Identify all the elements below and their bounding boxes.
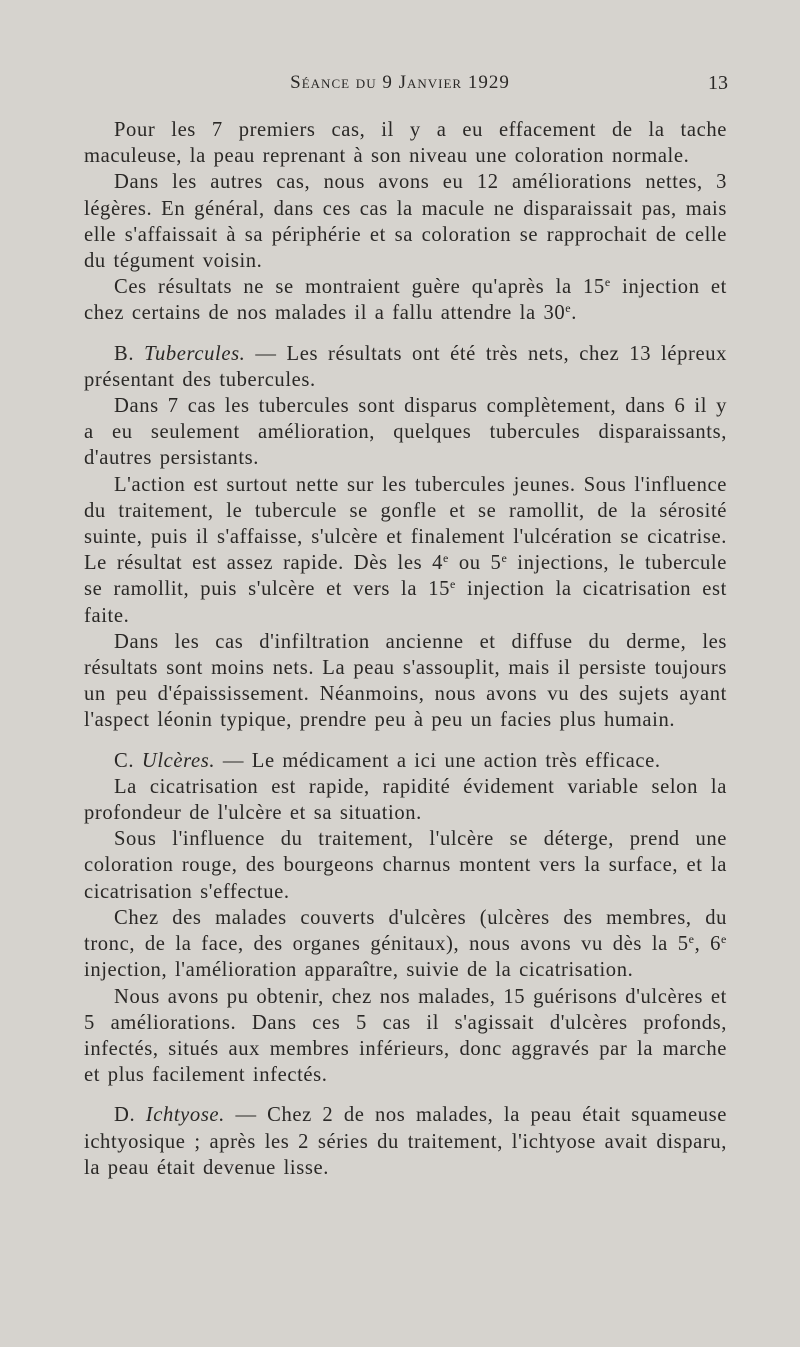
- section-c-heading-paragraph: C. Ulcères. — Le médicament a ici une action très efficace.: [114, 749, 661, 772]
- paragraph-5: Dans 7 cas les tubercules sont disparus complètement, dans 6 il y a eu seulement amélioration, quelques tubercules disparaissants, d'autres persistants.: [84, 395, 727, 470]
- paragraph-10: Sous l'influence du traitement, l'ulcère se déterge, prend une coloration rouge, des bourgeons charnus montent vers la surface, et la cicatrisation s'effectue.: [84, 828, 727, 903]
- paragraph-11: Chez des malades couverts d'ulcères (ulcères des membres, du tronc, de la face, des organes génitaux), nous avons vu dès la 5e, 6e injection, l'amélioration apparaître, suivie de la cicatrisation.: [84, 906, 727, 982]
- paragraph-6: L'action est surtout nette sur les tubercules jeunes. Sous l'influence du traitement, le tubercule se gonfle et se ramollit, de la sérosité suinte, puis il s'affaisse, s'ulcère et finalement l'ulcération se cicatrise. Le résultat est assez rapide. Dès les 4e ou 5e injections, le tubercule se ramollit, puis s'ulcère et vers la 15e injection la cicatrisation est faite.: [84, 473, 727, 627]
- section-d-heading-paragraph: D. Ichtyose. — Chez 2 de nos malades, la peau était squameuse ichtyosique ; après les 2 séries du traitement, l'ichtyose avait disparu, la peau était devenue lisse.: [84, 1104, 728, 1179]
- paragraph-3: Ces résultats ne se montraient guère qu'après la 15e injection et chez certains de nos malades il a fallu attendre la 30e.: [84, 275, 727, 325]
- section-label: C.: [114, 749, 135, 772]
- section-title: Ulcères.: [141, 749, 216, 772]
- paragraph-1: Pour les 7 premiers cas, il y a eu effacement de la tache maculeuse, la peau reprenant à son niveau une coloration normale.: [84, 119, 727, 168]
- running-head: Séance du 9 Janvier 1929: [290, 72, 510, 93]
- section-title: Ichtyose.: [145, 1104, 225, 1127]
- section-b-heading-paragraph: B. Tubercules. — Les résultats ont été très nets, chez 13 lépreux présentant des tubercules.: [84, 342, 728, 391]
- page-number: 13: [708, 72, 728, 94]
- section-label: B.: [114, 342, 135, 365]
- section-title: Tubercules.: [144, 342, 246, 365]
- paragraph-9: La cicatrisation est rapide, rapidité évidement variable selon la profondeur de l'ulcère et sa situation.: [84, 775, 727, 825]
- paragraph-7: Dans les cas d'infiltration ancienne et diffuse du derme, les résultats sont moins nets. La peau s'assouplit, mais il persiste toujours un peu d'épaississement. Néanmoins, nous avons vu des sujets ayant l'aspect léonin typique, prendre peu à peu un facies plus humain.: [84, 630, 727, 732]
- paragraph-2: Dans les autres cas, nous avons eu 12 améliorations nettes, 3 légères. En général, dans ces cas la macule ne disparaissait pas, mais elle s'affaissait à sa périphérie et sa coloration se rapprochait de celle du tégument voisin.: [84, 171, 727, 273]
- document-body: [84, 117, 727, 1181]
- paragraph-12: Nous avons pu obtenir, chez nos malades, 15 guérisons d'ulcères et 5 améliorations. Dans ces 5 cas il s'agissait d'ulcères profonds, infectés, situés aux membres inférieurs, donc aggravés par la marche et plus facilement infectés.: [84, 985, 727, 1087]
- page-header: [0, 72, 800, 102]
- section-label: D.: [114, 1104, 136, 1127]
